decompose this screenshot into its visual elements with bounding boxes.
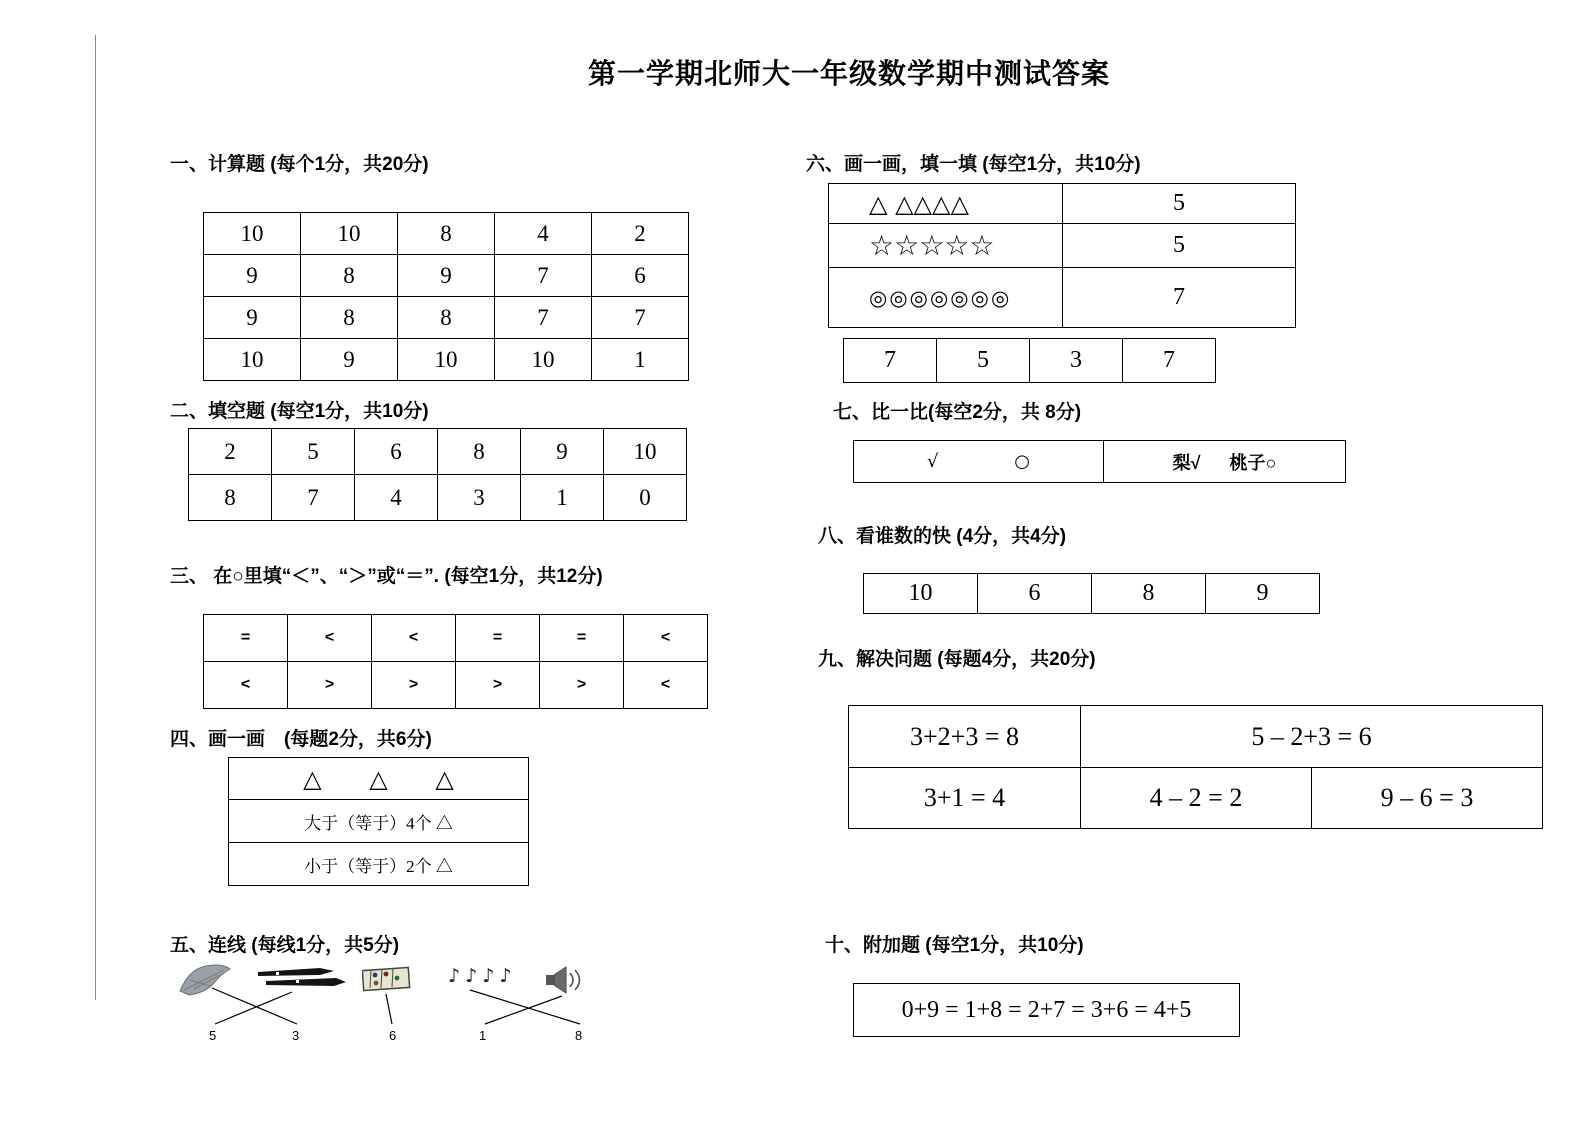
table-row — [854, 441, 1346, 483]
section3-heading: 三、 在○里填“＜”、“＞”或“＝”. (每空1分，共12分) — [170, 566, 603, 587]
answer-cell: 7 — [1123, 339, 1216, 383]
answer-cell: 1 — [521, 475, 604, 521]
answer-cell: > — [456, 662, 540, 709]
table-row — [849, 768, 1543, 829]
answer-cell: 10 — [301, 213, 398, 255]
star-shapes-cell: ☆☆☆☆☆ — [829, 224, 1063, 268]
section7-answer-table — [853, 440, 1346, 483]
section2-answer-table — [188, 428, 687, 521]
table-row — [204, 255, 689, 297]
section4-heading: 四、画一画 (每题2分，共6分) — [170, 729, 432, 750]
table-row — [829, 224, 1296, 268]
section5-heading: 五、连线 (每线1分，共5分) — [170, 935, 400, 956]
section6-bottom-table — [843, 338, 1216, 383]
table-row — [204, 662, 708, 709]
answer-cell: 10 — [864, 574, 978, 614]
section9-answer-table — [848, 705, 1543, 829]
answer-cell: > — [372, 662, 456, 709]
answer-cell: = — [456, 615, 540, 662]
answer-cell: < — [372, 615, 456, 662]
answer-cell: 8 — [301, 297, 398, 339]
answer-cell: 8 — [398, 297, 495, 339]
count-cell: 7 — [1063, 268, 1296, 328]
answer-cell: 6 — [978, 574, 1092, 614]
match-number: 3 — [292, 1028, 300, 1043]
answer-cell: 3 — [438, 475, 521, 521]
answer-cell: 2 — [592, 213, 689, 255]
answer-cell: 梨√ 桃子○ — [1104, 441, 1346, 483]
table-row — [229, 843, 529, 886]
table-row — [864, 574, 1320, 614]
bonus-equation: 0+9 = 1+8 = 2+7 = 3+6 = 4+5 — [901, 996, 1192, 1023]
answer-cell: 10 — [204, 339, 301, 381]
section9-heading: 九、解决问题 (每题4分，共20分) — [818, 649, 1096, 670]
equation-cell: 4 – 2 = 2 — [1081, 768, 1312, 829]
answer-cell: 8 — [301, 255, 398, 297]
section1-answer-table — [203, 212, 689, 381]
answer-cell: 7 — [272, 475, 355, 521]
answer-cell: 4 — [495, 213, 592, 255]
answer-cell: 1 — [592, 339, 689, 381]
table-row — [204, 615, 708, 662]
answer-cell: 9 — [521, 429, 604, 475]
answer-cell: < — [624, 662, 708, 709]
answer-cell: 9 — [301, 339, 398, 381]
answer-cell: = — [204, 615, 288, 662]
answer-cell: 7 — [495, 297, 592, 339]
match-number: 1 — [479, 1028, 487, 1043]
table-row — [204, 297, 689, 339]
section6-answer-table — [828, 183, 1296, 328]
answer-cell: 0 — [604, 475, 687, 521]
match-number: 8 — [575, 1028, 583, 1043]
table-row — [204, 339, 689, 381]
match-number: 5 — [209, 1028, 217, 1043]
answer-cell: 10 — [204, 213, 301, 255]
triangle-shapes-cell: △ △△△△ — [829, 184, 1063, 224]
matching-lines — [170, 950, 630, 1045]
music-notes: ♪♪♪♪ — [448, 965, 517, 987]
answer-cell: 9 — [398, 255, 495, 297]
answer-cell: 8 — [189, 475, 272, 521]
answer-cell: 7 — [592, 297, 689, 339]
table-row — [204, 213, 689, 255]
table-row — [189, 475, 687, 521]
answer-cell: 8 — [438, 429, 521, 475]
answer-cell: 3 — [1030, 339, 1123, 383]
answer-cell: 7 — [844, 339, 937, 383]
answer-cell: 10 — [604, 429, 687, 475]
section8-heading: 八、看谁数的快 (4分，共4分) — [818, 526, 1067, 547]
page-title: 第一学期北师大一年级数学期中测试答案 — [588, 59, 1111, 90]
section1-heading: 一、计算题 (每个1分，共20分) — [170, 154, 429, 175]
answer-cell: 8 — [398, 213, 495, 255]
answer-cell: 9 — [1206, 574, 1320, 614]
count-cell: 5 — [1063, 184, 1296, 224]
answer-cell: 8 — [1092, 574, 1206, 614]
section3-answer-table — [203, 614, 708, 709]
answer-cell: 6 — [355, 429, 438, 475]
answer-cell: < — [204, 662, 288, 709]
answer-cell: √ ○ — [854, 441, 1104, 483]
table-row — [189, 429, 687, 475]
equation-cell: 3+2+3 = 8 — [849, 706, 1081, 768]
answer-cell: 5 — [937, 339, 1030, 383]
answer-cell: 大于（等于）4个 △ — [229, 800, 529, 843]
answer-cell: 10 — [495, 339, 592, 381]
answer-cell: 小于（等于）2个 △ — [229, 843, 529, 886]
answer-cell: > — [288, 662, 372, 709]
equation-cell: 3+1 = 4 — [849, 768, 1081, 829]
answer-cell: 4 — [355, 475, 438, 521]
answer-cell: < — [288, 615, 372, 662]
table-row — [844, 339, 1216, 383]
equation-cell: 5 – 2+3 = 6 — [1081, 706, 1543, 768]
bonus-equation-box — [853, 983, 1240, 1037]
table-row — [229, 800, 529, 843]
section7-heading: 七、比一比(每空2分，共 8分) — [833, 402, 1082, 423]
answer-cell: < — [624, 615, 708, 662]
triangles-row: △ △ △ — [229, 758, 529, 800]
answer-cell: 6 — [592, 255, 689, 297]
table-row — [829, 184, 1296, 224]
section10-heading: 十、附加题 (每空1分，共10分) — [825, 935, 1084, 956]
table-row — [849, 706, 1543, 768]
section8-answer-table — [863, 573, 1320, 614]
equation-cell: 9 – 6 = 3 — [1312, 768, 1543, 829]
answer-cell: 2 — [189, 429, 272, 475]
match-number: 6 — [389, 1028, 397, 1043]
answer-cell: 10 — [398, 339, 495, 381]
section4-answer-table — [228, 757, 529, 886]
circle-shapes-cell: ◎◎◎◎◎◎◎ — [829, 268, 1063, 328]
table-row — [829, 268, 1296, 328]
table-row — [229, 758, 529, 800]
section6-heading: 六、画一画，填一填 (每空1分，共10分) — [806, 154, 1141, 175]
count-cell: 5 — [1063, 224, 1296, 268]
answer-cell: = — [540, 615, 624, 662]
section2-heading: 二、填空题 (每空1分，共10分) — [170, 401, 429, 422]
answer-cell: 5 — [272, 429, 355, 475]
left-margin-line — [95, 35, 96, 1000]
answer-cell: 9 — [204, 255, 301, 297]
answer-cell: 7 — [495, 255, 592, 297]
answer-cell: 9 — [204, 297, 301, 339]
answer-cell: > — [540, 662, 624, 709]
